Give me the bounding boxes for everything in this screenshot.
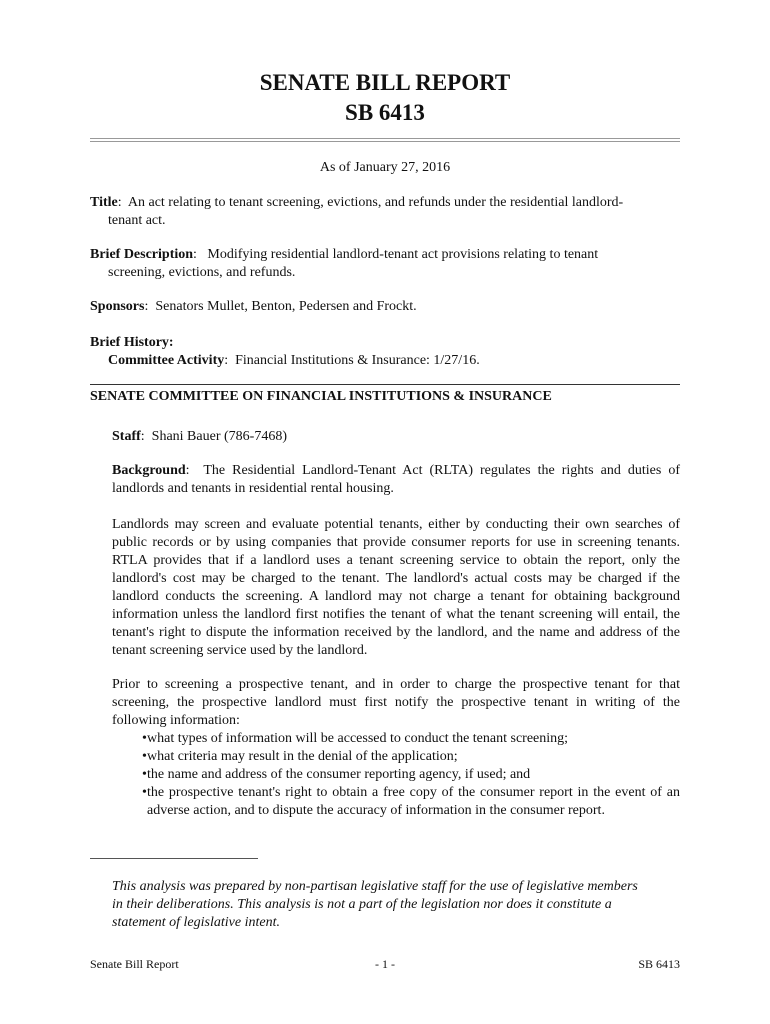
list-item: • what types of information will be accessed to conduct the tenant screening; <box>142 731 569 746</box>
background-paragraph: Background: The Residential Landlord-Tenant Act (RLTA) regulates the rights and duties of landlords and tenants in residential rental housing. <box>112 463 680 496</box>
footnote-rule <box>90 858 258 859</box>
screening-paragraph: Landlords may screen and evaluate potential tenants, either by conducting their own searches of public records or by using companies that provide consumer reports for use in screening tenants. RTLA provides that if a landlord uses a tenant screening service to obtain the report, only the landlord's cost may be charged to the tenant. The landlord's actual costs may be charged if the landlord conducts the screening. A landlord may not charge a tenant for obtaining background information unless the landlord first notifies the tenant of what the tenant screening will entail, the tenant's right to dispute the information received by the landlord, and the name and address of the tenant screening service used by the landlord. <box>112 517 680 658</box>
footer-left: Senate Bill Report <box>90 957 179 971</box>
brief-description-text: Modifying residential landlord-tenant act provisions relating to tenant <box>207 247 599 262</box>
notification-paragraph: Prior to screening a prospective tenant, and in order to charge the prospective tenant for that screening, the prospective landlord must first notify the prospective tenant in writing of the following information: <box>112 677 680 728</box>
background-label: Background <box>112 463 186 478</box>
section-rule <box>90 384 680 385</box>
committee-activity-line: Committee Activity: Financial Institutions & Insurance: 1/27/16. <box>108 353 480 368</box>
bullet-icon: • <box>142 767 147 782</box>
as-of-date: As of January 27, 2016 <box>319 160 451 175</box>
sponsors-text: Senators Mullet, Benton, Pedersen and Frockt. <box>155 299 417 314</box>
sponsors-label: Sponsors <box>90 299 145 314</box>
background-text: The Residential Landlord-Tenant Act (RLTA) regulates the rights and duties of landlords and tenants in residential rental housing. <box>112 463 680 496</box>
list-item: • the prospective tenant's right to obtain a free copy of the consumer report in the event of an adverse action, and to dispute the accuracy of information in the consumer report. <box>142 785 680 818</box>
staff-label: Staff <box>112 429 141 444</box>
title-field: Title: An act relating to tenant screening, evictions, and refunds under the residential landlord- tenant act. <box>90 194 680 230</box>
brief-history-field <box>90 334 680 370</box>
page-number: - 1 - <box>375 957 395 971</box>
notification-list <box>112 730 680 820</box>
list-item: • the name and address of the consumer reporting agency, if used; and <box>142 767 531 782</box>
bullet-icon: • <box>142 749 147 764</box>
list-item: • what criteria may result in the denial of the application; <box>142 749 458 764</box>
staff-text: Shani Bauer (786-7468) <box>151 429 287 444</box>
committee-heading: SENATE COMMITTEE ON FINANCIAL INSTITUTIONS & INSURANCE <box>90 389 552 404</box>
brief-history-label: Brief History: <box>90 335 174 350</box>
header-rule-bottom <box>90 141 680 142</box>
staff-line: Staff: Shani Bauer (786-7468) <box>112 429 287 444</box>
report-title: SENATE BILL REPORT <box>259 70 511 95</box>
committee-activity-label: Committee Activity <box>108 353 225 368</box>
footer-right: SB 6413 <box>638 957 680 971</box>
bill-number: SB 6413 <box>345 100 425 125</box>
brief-description-label: Brief Description <box>90 247 194 262</box>
brief-description-cont: screening, evictions, and refunds. <box>108 265 296 280</box>
bullet-icon: • <box>142 785 147 800</box>
title-text-cont: tenant act. <box>108 213 166 228</box>
brief-description-field: Brief Description: Modifying residential landlord-tenant act provisions relating to tenant screening, evictions, and refunds. <box>90 246 680 282</box>
bullet-icon: • <box>142 731 147 746</box>
footnote-disclaimer: This analysis was prepared by non-partisan legislative staff for the use of legislative members in their deliberations. This analysis is not a part of the legislation nor does it constitute a statement of legislative intent. <box>112 879 638 930</box>
sponsors-field: Sponsors: Senators Mullet, Benton, Pedersen and Frockt. <box>90 299 417 314</box>
title-text: An act relating to tenant screening, evictions, and refunds under the residential landlord- <box>127 195 624 210</box>
title-label: Title <box>90 195 118 210</box>
committee-activity-text: Financial Institutions & Insurance: 1/27/16. <box>235 353 480 368</box>
header-rule-top <box>90 138 680 139</box>
